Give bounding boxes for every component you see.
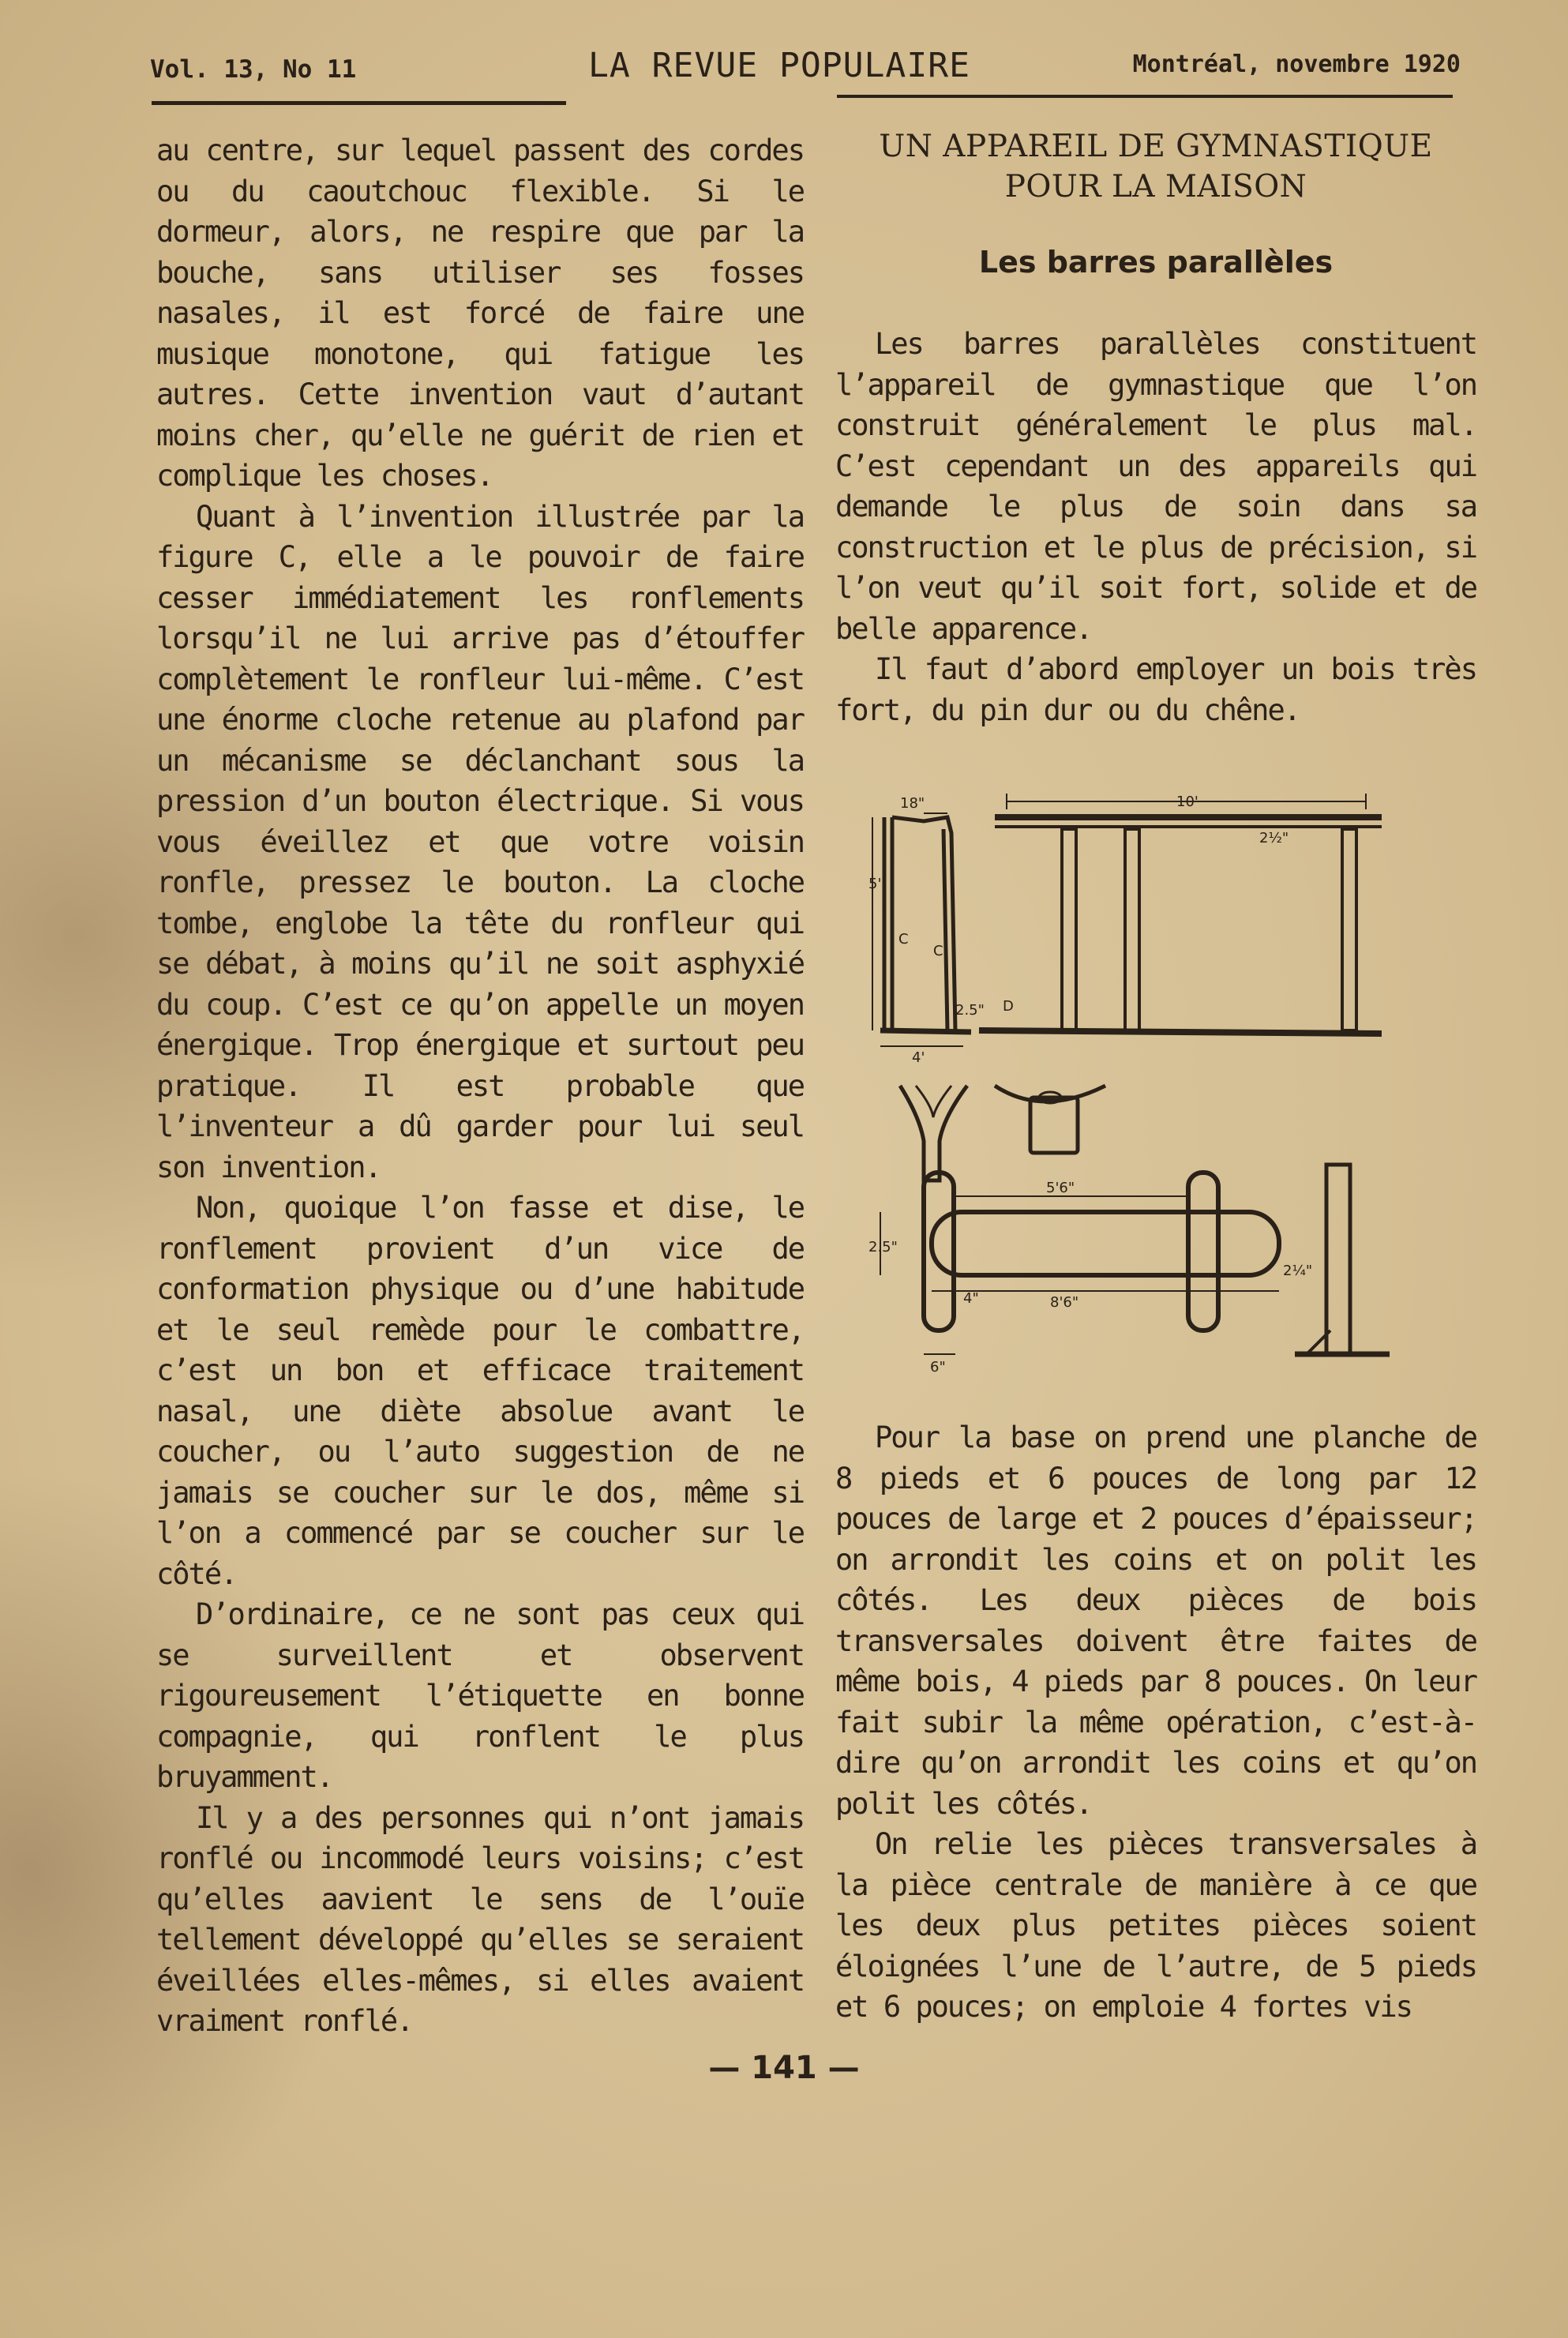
dim-label: 2.5": [868, 1239, 898, 1255]
publication-title: LA REVUE POPULAIRE: [588, 46, 970, 85]
paragraph: D’ordinaire, ce ne sont pas ceux qui se surveillent et observent rigoureusement l’étiquette en bonne compagnie, qui ronflent le plus bruyamment.: [156, 1597, 804, 1794]
right-column-bottom: [835, 1417, 1476, 2028]
dim-label: 2¼": [1283, 1263, 1313, 1279]
dim-label: 8'6": [1050, 1294, 1079, 1311]
article-title-line: UN APPAREIL DE GYMNASTIQUE: [879, 129, 1433, 164]
parallel-bars-diagram: [868, 786, 1405, 1386]
page-number: — 141 —: [708, 2050, 860, 2086]
paragraph: Non, quoique l’on fasse et dise, le ronflement provient d’un vice de conformation physique ou d’une habitude et le seul remède pour le combattre, c’est un bon et efficace traitement nasal, une diète absolue avant le coucher, ou l’auto suggestion de ne jamais se coucher sur le dos, même si l’on a commencé par se coucher sur le côté.: [156, 1191, 804, 1591]
paragraph: au centre, sur lequel passent des cordes ou du caoutchouc flexible. Si le dormeur, alors, ne respire que par la bouche, sans utiliser ses fosses nasales, il est forcé de faire une musique monotone, qui fatigue les autres. Cette invention vaut d’autant moins cher, qu’elle ne guérit de rien et complique les choses.: [156, 133, 804, 493]
dim-label: C: [898, 931, 909, 948]
dim-label: 2½": [1259, 830, 1289, 846]
dim-label: 5'6": [1046, 1180, 1075, 1196]
article-title: [835, 126, 1476, 207]
page-header: [150, 46, 1461, 93]
dim-label: 18": [900, 795, 925, 812]
left-column: [156, 130, 804, 2042]
dim-label: 5': [868, 876, 882, 892]
paragraph: On relie les pièces transversales à la pièce centrale de manière à ce que les deux plus petites pièces soient éloignées l’une de l’autre, de 5 pieds et 6 pouces; on emploie 4 fortes vis: [835, 1827, 1476, 2024]
dim-label: C: [933, 943, 943, 959]
clamp-detail: [900, 1086, 1105, 1180]
dim-label: D: [1003, 998, 1014, 1015]
dim-label: 6": [930, 1359, 946, 1375]
paragraph: Pour la base on prend une planche de 8 pieds et 6 pouces de long par 12 pouces de large et 2 pouces d’épaisseur; on arrondit les coins et on polit les côtés. Les deux pièces de bois transversales doivent être faites de même bois, 4 pieds par 8 pouces. On leur fait subir la même opération, c’est-à-dire qu’on arrondit les coins et qu’on polit les côtés.: [835, 1420, 1476, 1821]
volume-number: Vol. 13, No 11: [150, 55, 357, 84]
issue-date: Montréal, novembre 1920: [1132, 51, 1461, 78]
article-subtitle: Les barres parallèles: [978, 245, 1334, 280]
paragraph: Quant à l’invention illustrée par la figure C, elle a le pouvoir de faire cesser immédiatement les ronflements lorsqu’il ne lui arrive pas d’étouffer complètement le ronfleur lui-même. C’est une énorme cloche retenue au plafond par un mécanisme se déclanchant sous la pression d’un bouton électrique. Si vous vous éveillez et que votre voisin ronfle, pressez le bouton. La cloche tombe, englobe la tête du ronfleur qui se débat, à moins qu’il ne soit asphyxié du coup. C’est ce qu’on appelle un moyen énergique. Trop énergique et surtout peu pratique. Il est probable que l’inventeur a dû garder pour lui seul son invention.: [156, 499, 804, 1184]
dim-label: 10': [1176, 794, 1199, 810]
paragraph: Il y a des personnes qui n’ont jamais ronflé ou incommodé leurs voisins; c’est qu’elles aavient le sens de l’ouïe tellement développé qu’elles se seraient éveillées elles-mêmes, si elles avaient vraiment ronflé.: [156, 1800, 804, 2038]
header-rule-right: [837, 95, 1453, 98]
base-plan-view: [880, 1165, 1390, 1354]
dim-label: 2.5": [955, 1002, 985, 1019]
article-title-line: POUR LA MAISON: [1004, 169, 1307, 205]
side-view: [872, 794, 1382, 1046]
header-rule-left: [152, 101, 566, 105]
paragraph: Il faut d’abord employer un bois très fort, du pin dur ou du chêne.: [835, 652, 1476, 727]
paragraph: Les barres parallèles constituent l’appareil de gymnastique que l’on construit généralement le plus mal. C’est cependant un des appareils qui demande le plus de soin dans sa construction et le plus de précision, si l’on veut qu’il soit fort, solide et de belle apparence.: [835, 327, 1476, 646]
dim-label: 4": [963, 1290, 979, 1307]
right-column-top: [835, 324, 1476, 730]
dim-label: 4': [912, 1049, 925, 1066]
